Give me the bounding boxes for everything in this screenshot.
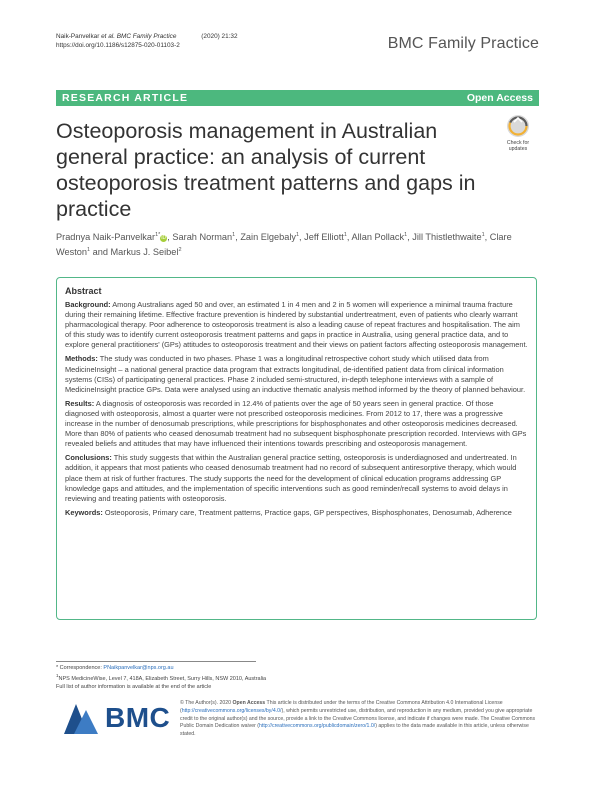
article-type: RESEARCH ARTICLE (62, 92, 189, 104)
abstract-heading: Abstract (65, 286, 102, 296)
correspondence-email[interactable]: PNaikpanvelkar@nps.org.au (103, 665, 174, 671)
check-for-updates-badge[interactable]: Check for updates (497, 113, 539, 159)
author[interactable]: Pradnya Naik-Panvelkar$^{1*}$iD (56, 231, 167, 242)
author[interactable]: Zain Elgebaly$^1$ (240, 231, 300, 242)
author-list: Pradnya Naik-Panvelkar$^{1*}$iD, Sarah Norman$^1$, Zain Elgebaly$^1$, Jeff Elliott$^1$, Allan Pollack$^1$, Jill Thistlethwaite$^1$, Clare Weston$^1$ and Markus J. Seibel$^2$ (56, 231, 512, 257)
bmc-logo-icon (62, 700, 102, 736)
bmc-logo: BMC (62, 700, 172, 736)
citation-line: Naik-Panvelkar et al. BMC Family Practice (2020) 21:32 (56, 33, 238, 40)
author[interactable]: Jill Thistlethwaite$^1$ (412, 231, 485, 242)
doi-link[interactable]: https://doi.org/10.1186/s12875-020-01103-2 (56, 42, 180, 49)
author[interactable]: Allan Pollack$^1$ (351, 231, 408, 242)
orcid-icon[interactable]: iD (161, 235, 167, 241)
abstract-results: Results: A diagnosis of osteoporosis was recorded in 12.4% of patients over the age of 50 years seen in general practice. Of those diagnosed with osteoporosis, almost a quarter were not prescribed osteoporosis medicines. From 2012 to 17, there was a progressive increase in the number of denosumab prescriptions, while prescriptions for bisphosphonates and other osteoporosis medicines decreased. More than 80% of patients who ceased denosumab treatment had no subsequent bisphosphonate prescription recorded. Interviews with GPs revealed beliefs and attitudes that may have influenced their intentions towards prescribing and osteoporosis management. (65, 398, 527, 449)
check-updates-icon (497, 113, 539, 141)
footnotes: * Correspondence: PNaikpanvelkar@nps.org.au $^1$NPS MedicineWise, Level 7, 418A, Elizabeth Street, Surry Hills, NSW 2010, Australia Full list of author information is available at the end of the article (56, 665, 267, 690)
footnote-divider (56, 661, 256, 662)
author[interactable]: Markus J. Seibel$^2$ (110, 246, 182, 257)
open-access-label: Open Access (466, 92, 533, 104)
author[interactable]: Clare Weston$^1$ (56, 232, 512, 257)
public-domain-link[interactable]: http://creativecommons.org/publicdomain/zero/1.0/ (259, 723, 376, 730)
author[interactable]: Jeff Elliott$^1$ (304, 231, 347, 242)
abstract-background: Background: Among Australians aged 50 and over, an estimated 1 in 4 men and 2 in 5 women will experience a minimal trauma fracture during their remaining lifetime. Effective fracture prevention is hindered by substantial undertreatment, even of patients who clearly warrant pharmacological therapy. Poor adherence to osteoporosis treatment is also a leading cause of repeat fractures and hospitalisation. The aim of this study was to identify current osteoporosis treatment patterns and gaps in practice in Australia, using general practice data, and to explore general practitioners' (GPs) attitudes to osteoporosis treatment and their views on patient factors affecting osteoporosis management. (65, 300, 528, 350)
abstract-box (56, 277, 537, 620)
journal-name: BMC Family Practice (387, 35, 539, 52)
license-text: © The Author(s). 2020 Open Access This article is distributed under the terms of the Creative Commons Attribution 4.0 International License (http://creativecommons.org/licenses/by/4.0/), which permits unrestricted use, distribution, and reproduction in any medium, provided you give appropriate credit to the original author(s) and the source, provide a link to the Creative Commons license, and indicate if changes were made. The Creative Commons Public Domain Dedication waiver (http://creativecommons.org/publicdomain/zero/1.0/) applies to the data made available in this article, unless otherwise stated. (180, 700, 536, 738)
author[interactable]: Sarah Norman$^1$ (172, 231, 236, 242)
abstract-keywords: Keywords: Osteoporosis, Primary care, Treatment patterns, Practice gaps, GP perspectives, Bisphosphonates, Denosumab, Adherence (65, 507, 512, 517)
license-link[interactable]: http://creativecommons.org/licenses/by/4.0/ (181, 707, 282, 714)
running-header (56, 32, 238, 50)
article-title: Osteoporosis management in Australian general practice: an analysis of current osteoporosis treatment patterns and gaps in practice (56, 119, 476, 221)
abstract-conclusions: Conclusions: This study suggests that within the Australian general practice setting, osteoporosis is underdiagnosed and undertreated. In addition, it appears that most patients who ceased denosumab treatment had no record of subsequent antiresorptive therapy, which would place them at risk of further fractures. The study supports the need for the development of clinical education programs addressing GP knowledge gaps and attitudes, and the implementation of specific interventions such as good reminder/recall systems to avoid delays in reviewing and treating patients with osteoporosis. (65, 453, 517, 503)
abstract-methods: Methods: The study was conducted in two phases. Phase 1 was a longitudinal retrospective cohort study which utilised data from MedicineInsight – a national general practice data program that extracts longitudinal, de-identified patient data from clinical information systems (CISs) of participating general practices. Phase 2 included semi-structured, in-depth telephone interviews with a sample of MedicineInsight practice GPs. Data were analysed using an inductive thematic analysis method informed by the theory of planned behaviour. (65, 354, 526, 394)
